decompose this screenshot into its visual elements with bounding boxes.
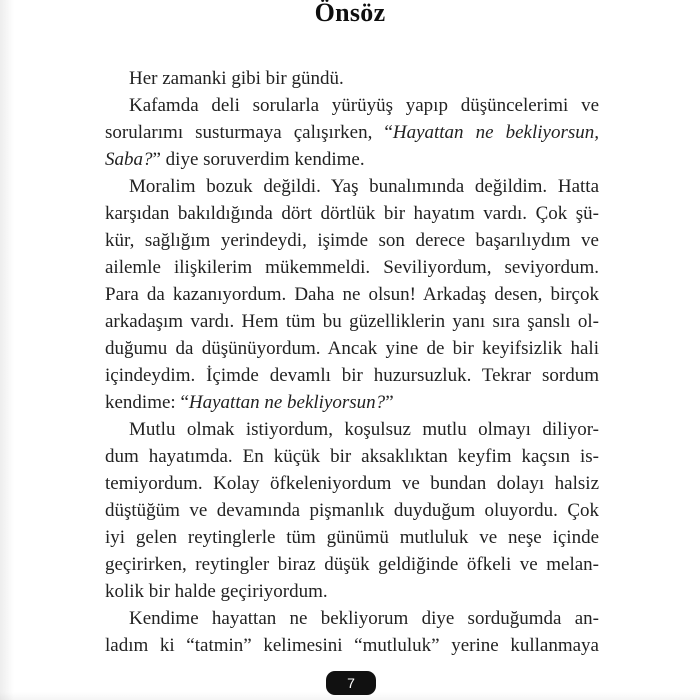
- text-line: [105, 173, 599, 200]
- body-text: kür, sağlığım yerindeydi, işimde son derece başarılıydım ve: [105, 230, 599, 251]
- body-text: Kafamda deli sorularla yürüyüş yapıp düşüncelerimi ve: [129, 95, 599, 116]
- body-text: düştüğüm ve devamında pişmanlık duyduğum oluyordu. Çok: [105, 500, 599, 521]
- text-line: [105, 551, 599, 578]
- text-line: [105, 119, 599, 146]
- page-title: Önsöz: [314, 0, 386, 27]
- body-text: Kendime hayattan ne bekliyorum diye sorduğumda an-: [129, 608, 599, 629]
- text-line: [105, 605, 599, 632]
- text-line: [105, 308, 599, 335]
- body-text: ladım ki “tatmin” kelimesini “mutluluk” yerine kullanmaya: [105, 635, 599, 656]
- text-line: [105, 470, 599, 497]
- text-line: [105, 281, 599, 308]
- body-text: içindeydim. İçimde devamlı bir huzursuzluk. Tekrar sordum: [105, 365, 599, 386]
- page-text-block: [105, 65, 599, 659]
- text-line: [105, 416, 599, 443]
- body-text: Mutlu olmak istiyordum, koşulsuz mutlu olmayı diliyor-: [129, 419, 599, 440]
- body-text: Moralim bozuk değildi. Yaş bunalımında değildim. Hatta: [129, 176, 599, 197]
- text-line: [105, 524, 599, 551]
- quoted-italic-text: Saba?: [105, 149, 153, 170]
- body-text: kendime: “: [105, 392, 189, 413]
- body-text: duğumu da düşünüyordum. Ancak yine de bir keyifsizlik hali: [105, 338, 599, 359]
- text-line: [105, 443, 599, 470]
- quoted-italic-text: Hayattan ne bekliyorsun?: [188, 392, 386, 413]
- text-line: [105, 497, 599, 524]
- body-text: temiyordum. Kolay öfkeleniyordum ve bundan dolayı halsiz: [105, 473, 599, 494]
- body-text: ailemle ilişkilerim mükemmeldi. Seviliyordum, seviyordum.: [105, 257, 599, 278]
- body-text: kolik bir halde geçiriyordum.: [105, 581, 328, 602]
- body-text: karşıdan bakıldığında dört dörtlük bir hayatım vardı. Çok şü-: [105, 203, 599, 224]
- body-text: ”: [385, 392, 394, 413]
- page-number: 7: [347, 675, 355, 691]
- text-line: [105, 92, 599, 119]
- text-line: [105, 335, 599, 362]
- body-text: geçirirken, reytingler biraz düşük geldiğinde öfkeli ve melan-: [105, 554, 599, 575]
- text-line: [105, 65, 599, 92]
- body-text: dum hayatımda. En küçük bir aksaklıktan keyfim kaçsın is-: [105, 446, 599, 467]
- body-text: sorularımı susturmaya çalışırken, “: [105, 122, 393, 143]
- text-line: [105, 200, 599, 227]
- body-text: Para da kazanıyordum. Daha ne olsun! Arkadaş desen, birçok: [105, 284, 599, 305]
- quoted-italic-text: Hayattan ne bekliyorsun,: [392, 122, 599, 143]
- page-number-badge: [326, 671, 376, 695]
- text-line: [105, 227, 599, 254]
- text-line: [105, 362, 599, 389]
- page-edge-shadow-left: [0, 0, 14, 700]
- body-text: arkadaşım vardı. Hem tüm bu güzelliklerin yanı sıra şanslı ol-: [105, 311, 599, 332]
- body-text: Her zamanki gibi bir gündü.: [129, 68, 344, 89]
- body-text: ” diye soruverdim kendime.: [152, 149, 365, 170]
- text-line: [105, 254, 599, 281]
- text-line: [105, 632, 599, 659]
- body-text: iyi gelen reytinglerle tüm günümü mutluluk ve neşe içinde: [105, 527, 599, 548]
